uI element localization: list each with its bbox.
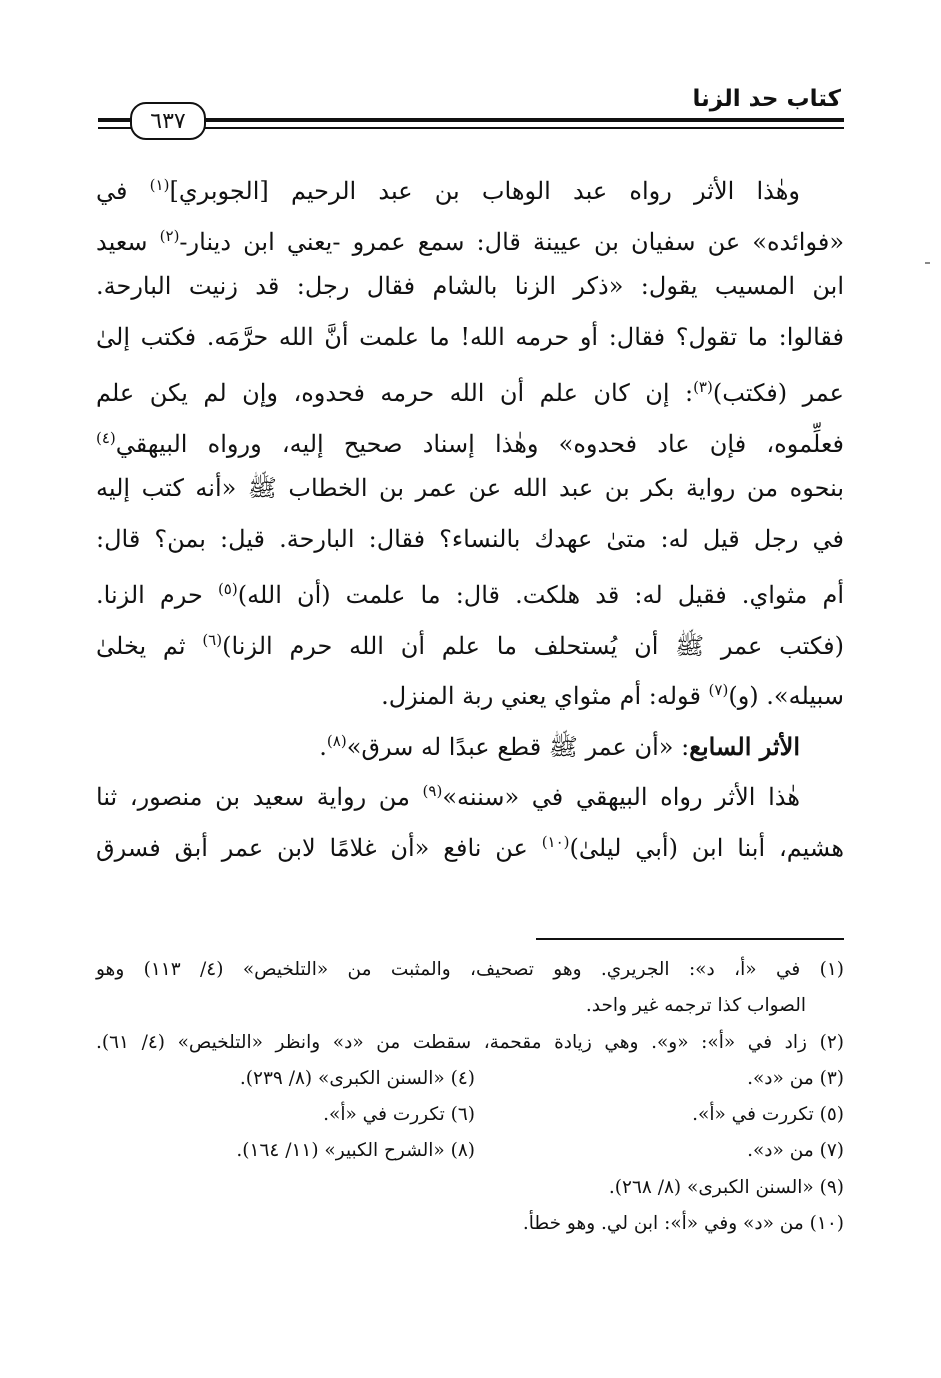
page-number xyxy=(130,102,206,140)
main-text xyxy=(96,160,844,867)
text-line: وهٰذا الأثر رواه عبد الوهاب بن عبد الرحيم [الجوبري]$^{(١)}$ في xyxy=(96,176,800,205)
running-title: كتاب حد الزنا xyxy=(692,86,841,112)
footnote-8: (٨) «الشرح الكبير» (١١/ ١٦٤). xyxy=(236,1140,475,1162)
text-line: عمر (فكتب)$^{(٣)}$: إن كان علم أن الله حرمه فحدوه، وإن لم يكن علم xyxy=(96,378,845,407)
footnote-ref: (١) xyxy=(149,176,170,194)
header-rule-thick xyxy=(98,118,844,122)
footnote-ref: (٥) xyxy=(217,580,238,598)
text-line: أم مثواي. فقيل له: قد هلكت. قال: ما علمت (أن الله)$^{(٥)}$ حرم الزنا. xyxy=(96,580,844,609)
footnote-separator xyxy=(536,938,844,940)
footnote-row xyxy=(96,1097,844,1133)
header-rule-thin xyxy=(98,127,844,129)
footnote-10: (١٠) من «د» وفي «أ»: ابن لي. وهو خطأ. xyxy=(522,1213,844,1235)
footnote-2: (٢) زاد في «أ»: «و». وهي زيادة مقحمة، سقطت من «د» وانظر «التلخيص» (٤/ ٦١). xyxy=(96,1031,844,1053)
footnote-ref: (٩) xyxy=(422,782,443,800)
footnote-ref: (٣) xyxy=(693,378,713,396)
footnote-row xyxy=(96,1133,844,1169)
footnote-ref: (١٠) xyxy=(541,832,570,851)
footnotes xyxy=(96,952,844,1242)
footnote-ref: (٨) xyxy=(326,731,347,750)
footnote-9: (٩) «السنن الكبرى» (٨/ ٢٦٨). xyxy=(608,1176,844,1198)
margin-mark xyxy=(925,262,930,264)
text-line: فقالوا: ما تقول؟ فقال: أو حرمه الله! ما علمت أنَّ الله حرَّمَه. فكتب إلىٰ xyxy=(96,322,844,351)
text-line: «فوائده» عن سفيان بن عيينة قال: سمع عمرو -يعني ابن دينار-$^{(٢)}$ سعيد xyxy=(96,226,845,256)
footnote-3: (٣) من «د». xyxy=(747,1067,844,1089)
text-line: (فكتب عمر ﷺ أن يُستحلف ما علم أن الله حرم الزنا)$^{(٦)}$ ثم يخلىٰ xyxy=(96,630,845,660)
text-line: هٰذا الأثر رواه البيهقي في «سننه»$^{(٩)}$ من رواية سعيد بن منصور، ثنا xyxy=(96,782,800,811)
footnote-ref: (٧) xyxy=(708,681,729,699)
footnote-ref: (٢) xyxy=(159,226,180,245)
footnote-1-continued: الصواب كذا ترجمه غير واحد. xyxy=(585,995,806,1017)
page-number-text: ٦٣٧ xyxy=(150,108,186,134)
footnote-4: (٤) «السنن الكبرى» (٨/ ٢٣٩). xyxy=(239,1067,475,1089)
footnote-7: (٧) من «د». xyxy=(747,1140,844,1162)
footnote-5: (٥) تكررت في «أ». xyxy=(692,1104,844,1126)
text-line: في رجل قيل له: متىٰ عهدك بالنساء؟ فقال: البارحة. قيل: بمن؟ قال: xyxy=(96,524,844,553)
section-heading: الأثر السابع xyxy=(689,731,800,761)
footnote-1: (١) في «أ، د»: الجريري. وهو تصحيف، والمثبت من «التلخيص» (٤/ ١١٣) وهو xyxy=(96,959,844,980)
section-heading-line: الأثر السابع: «أن عمر ﷺ قطع عبدًا له سرق»$^{(٨)}$. xyxy=(319,731,800,761)
text-line: هشيم، أبنا ابن (أبي ليلىٰ)$^{(١٠)}$ عن نافع «أن غلامًا لابن عمر أبق فسرق xyxy=(96,832,844,862)
footnote-ref: (٤) xyxy=(96,428,116,447)
text-line: فعلِّموه، فإن عاد فحدوه» وهٰذا إسناد صحيح إليه، ورواه البيهقي$^{(٤)}$ xyxy=(96,428,844,458)
footnote-row xyxy=(96,1061,844,1097)
text-line: ابن المسيب يقول: «ذكر الزنا بالشام فقال رجل: قد زنيت البارحة. xyxy=(96,272,844,300)
text-line: سبيله». (و)$^{(٧)}$ قوله: أم مثواي يعني ربة المنزل. xyxy=(381,681,844,710)
text-line: بنحوه من رواية بكر بن عبد الله عن عمر بن الخطاب ﷺ «أنه كتب إليه xyxy=(96,474,845,502)
footnote-6: (٦) تكررت في «أ». xyxy=(323,1104,475,1126)
footnote-ref: (٦) xyxy=(202,630,223,649)
